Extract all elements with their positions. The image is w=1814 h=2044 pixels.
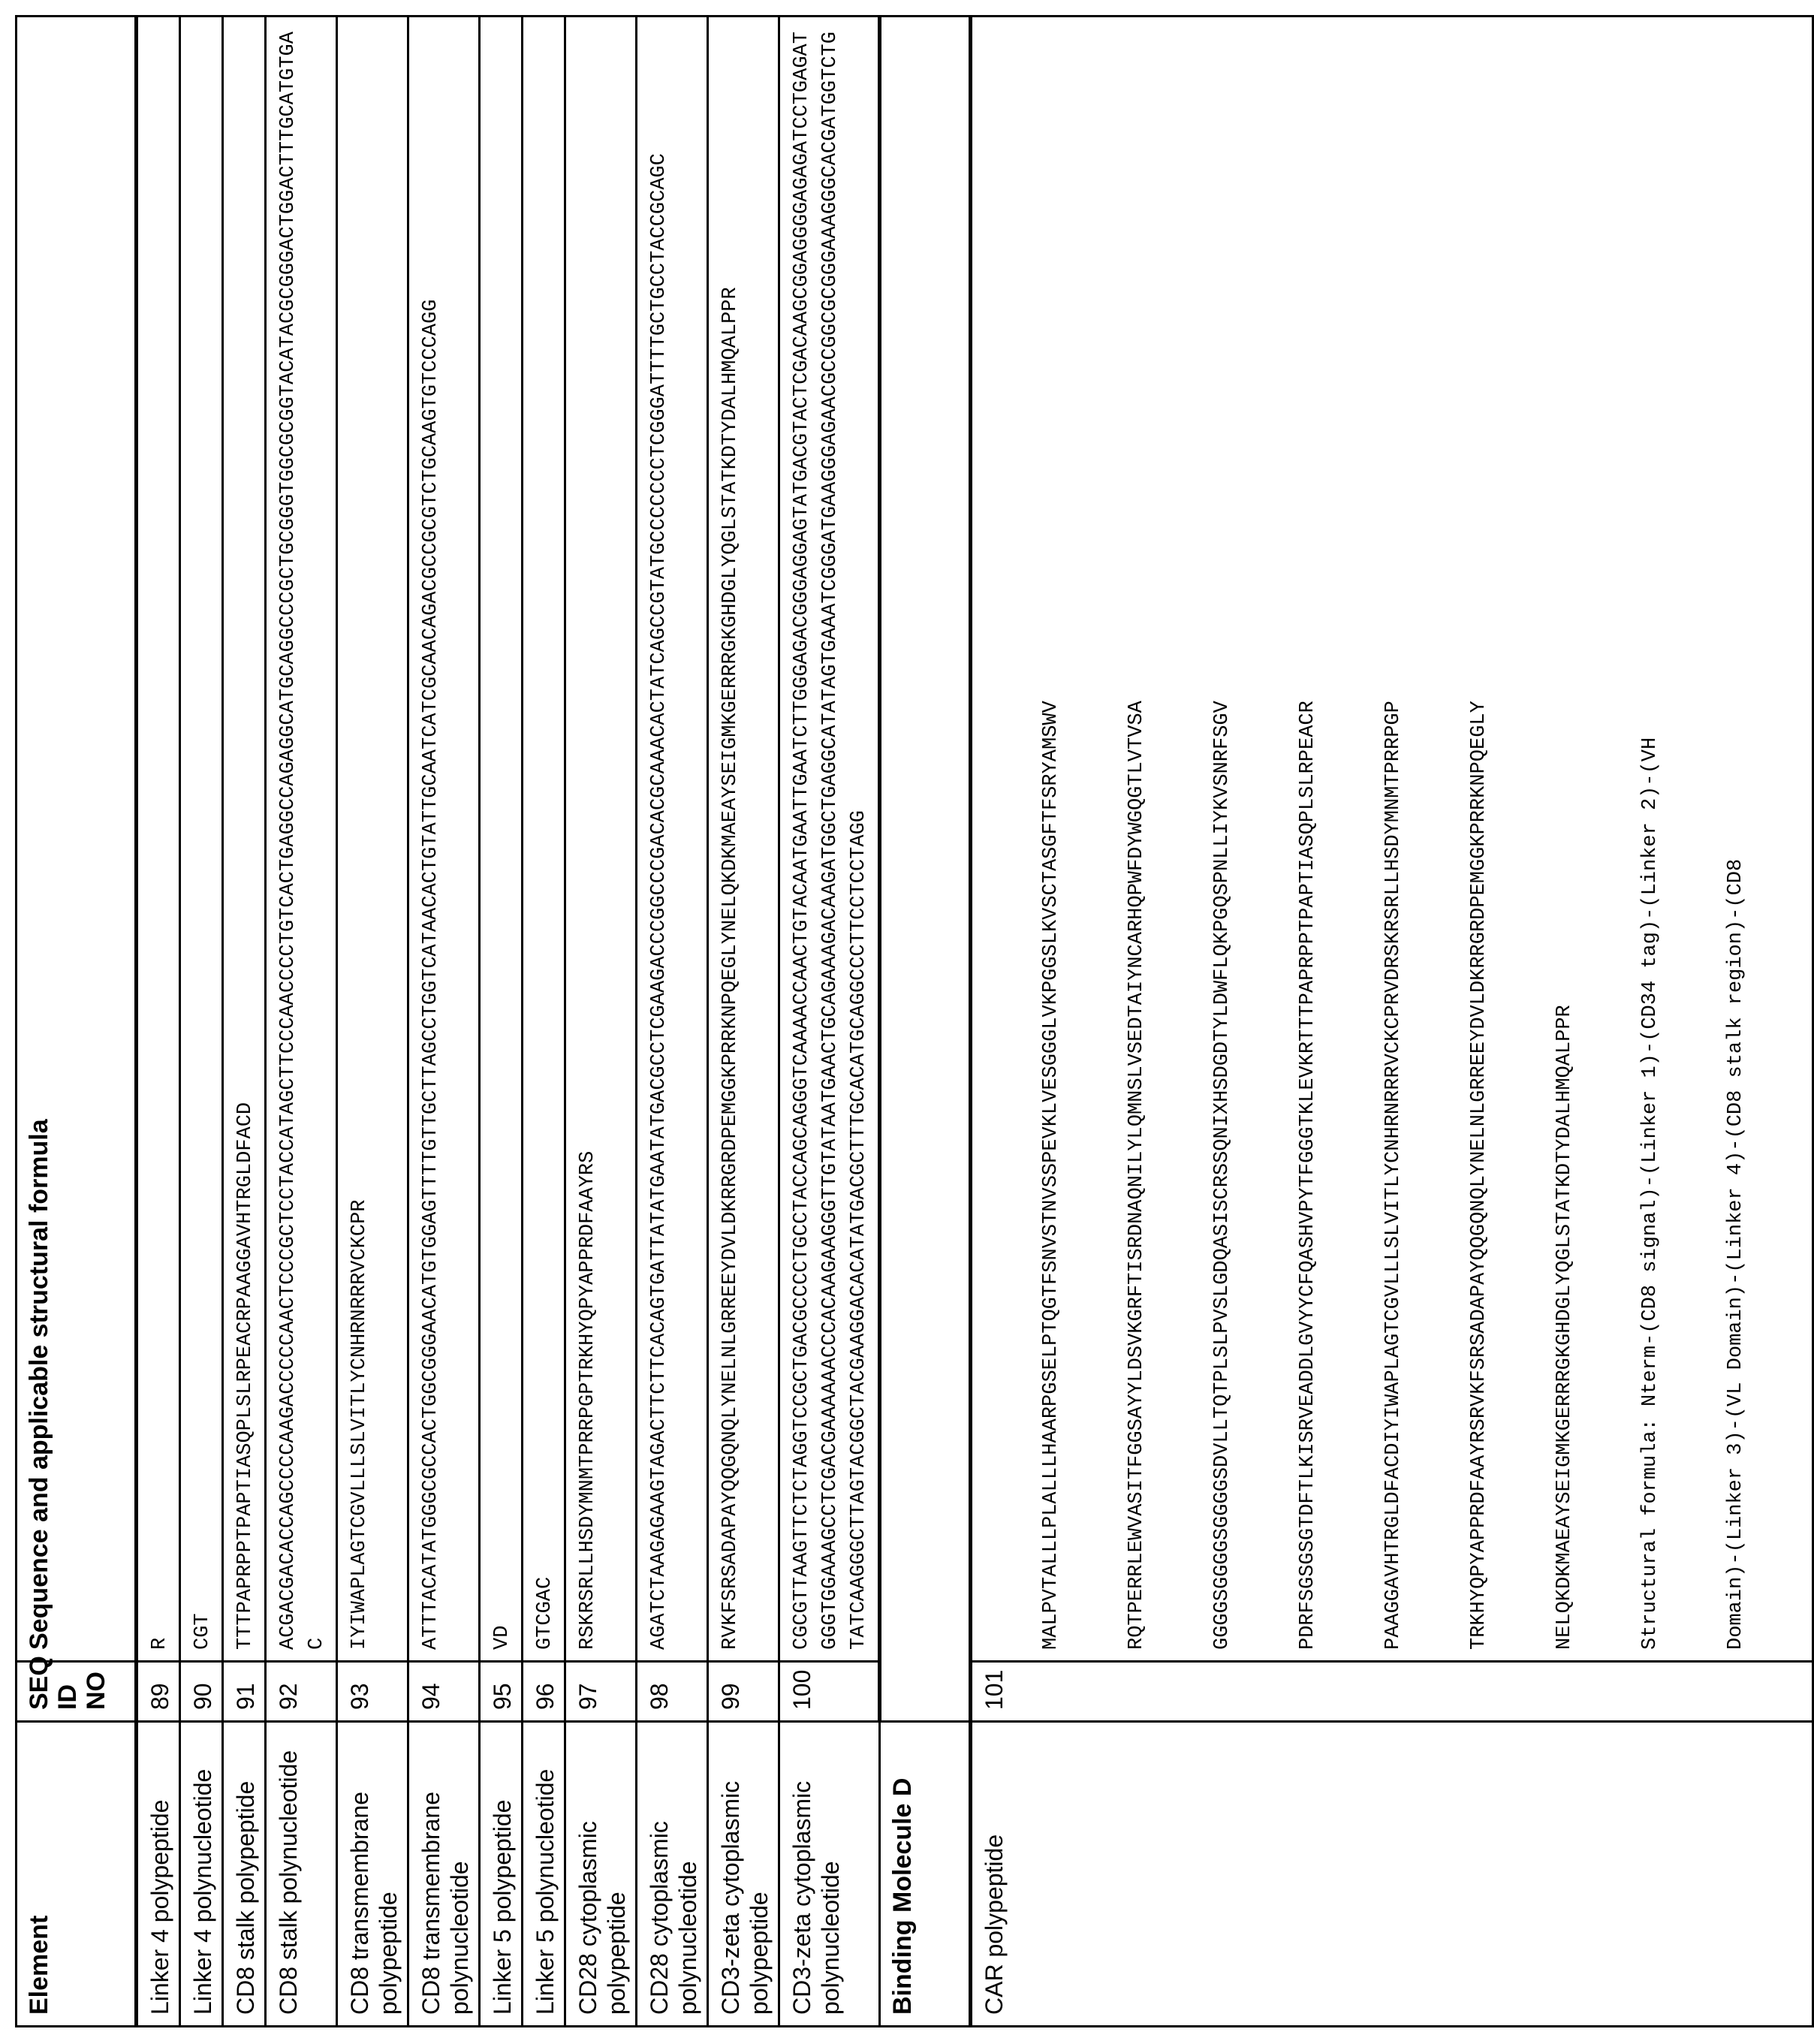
- sequence-cell: ATTTACATATGGGCGCCACTGGCGGGAACATGTGGAGTTTTGTTGCTTAGCCTGGTCATAACACTGTATTGCAATCATCGCAACAGACGCCGCGTCTGCAAGTGTCCCAGG: [408, 17, 480, 1662]
- sequence-line: GGGGSGGGGSGGGGSDVLLTQTPLSLPVSLGDQASISCRSSQNIXHSDGDTYLDWFLQKPGQSPNLLIYKVSNRFSGV: [1211, 701, 1234, 1650]
- structural-formula-line: Structural formula: Nterm-(CD8 signal)-(Linker 1)-(CD34 tag)-(Linker 2)-(VH: [1639, 737, 1662, 1650]
- table-row: [223, 17, 266, 2027]
- table-row: [180, 17, 223, 2027]
- table-header-row: [17, 17, 137, 2027]
- sequence-cell: ACGACGACACCAGCCCCAAGACCCCCAACTCCCGCTCCTACCATAGCTTCCCAACCCCTGTCACTGAGGCCAGAGGCATGCAGGCCCGCTGCGGGTGGCGCGGTACATACGCGGGACTGGACTTTGCATGTGAC: [266, 17, 337, 1662]
- section-blank: [880, 17, 971, 1722]
- element-cell: Linker 4 polynucleotide: [180, 1722, 223, 2027]
- sequence-line: PAAGGAVHTRGLDFACDIYIWAPLAGTCGVLLLSLVITLYCNHRNRRRVCKCPRVDRSKRSRLLHSDYMNMTPRRPGP: [1382, 701, 1405, 1650]
- table-row: [480, 17, 523, 2027]
- element-cell: CD3-zeta cytoplasmic polypeptide: [708, 1722, 779, 2027]
- element-cell: CD28 cytoplasmic polynucleotide: [637, 1722, 708, 2027]
- table-row: [337, 17, 408, 2027]
- seq-id-cell: 98: [637, 1662, 708, 1722]
- header-sequence: Sequence and applicable structural formula: [17, 17, 137, 1662]
- structural-formula-line: Domain)-(Linker 3)-(VL Domain)-(Linker 4)-(CD8 stalk region)-(CD8: [1725, 858, 1747, 1650]
- element-cell: CAR polypeptide: [971, 1722, 1813, 2027]
- section-row: [880, 17, 971, 2027]
- sequence-cell: [971, 17, 1813, 1662]
- sequence-line: RQTPERRLEWVASITFGGSAYYLDSVKGRFTISRDNAQNILYLQMNSLVSEDTAIYNCARHQPWFDYWGQGTLVTVSA: [1125, 701, 1148, 1650]
- sequence-cell: RSKRSRLLHSDYMNMTPRRPGPTRKHYQPYAPPRDFAAYRS: [565, 17, 637, 1662]
- seq-id-cell: 92: [266, 1662, 337, 1722]
- table-row: [137, 17, 180, 2027]
- element-cell: CD8 transmembrane polypeptide: [337, 1722, 408, 2027]
- element-cell: CD8 stalk polynucleotide: [266, 1722, 337, 2027]
- sequence-cell: CGCGTTAAGTTCTCTAGGTCCGCTGACGCCCCTGCCTACCAGCAGGGTCAAAACCAACTGTACAATGAATTGAATCTTGGGAGACGGGAGGAGTATGACGTACTCGACAAGCGGAGGGGAGAGATCCTGAGATGGGTGGAAAGCCTCGACGAAAAAACCCACAAGAAGGGTTGTATAATGAACTGCAGAAAGACAAGATGGCTGAGGCATATAGTGAAATCGGGATGAAGGGAGAACGCCGGCGCGGGAAAGGGCACGATGGTCTGTATCAAGGGCTTAGTACGGCTACGAAGGACACATATGACGCTTTGCACATGCAGGCCCTTCCTCCTAGG: [779, 17, 880, 1662]
- sequence-cell: VD: [480, 17, 523, 1662]
- element-cell: CD8 stalk polypeptide: [223, 1722, 266, 2027]
- seq-id-cell: 94: [408, 1662, 480, 1722]
- seq-id-cell: 96: [523, 1662, 565, 1722]
- seq-id-cell: 99: [708, 1662, 779, 1722]
- table-row: [708, 17, 779, 2027]
- sequence-cell: TTTPAPRPPTPAPTIASQPLSLRPEACRPAAGGAVHTRGLDFACD: [223, 17, 266, 1662]
- sequence-cell: CGT: [180, 17, 223, 1662]
- sequence-cell: R: [137, 17, 180, 1662]
- seq-id-cell: 101: [971, 1662, 1813, 1722]
- sequence-cell: RVKFSRSADAPAYQQGQNQLYNELNLGRREEYDVLDKRRGRDPEMGGKPRRKNPQEGLYNELQKDKMAEAYSEIGMKGERRRGKGHDGLYQGLSTATKDTYDALHMQALPPR: [708, 17, 779, 1662]
- sequence-line: MALPVTALLLPLALLLHAARPGSELPTQGTFSNVSTNVSSPEVKLVESGGGLVKPGGSLKVSCTASGFTFSRYAMSWV: [1040, 701, 1062, 1650]
- seq-id-cell: 90: [180, 1662, 223, 1722]
- element-cell: CD28 cytoplasmic polypeptide: [565, 1722, 637, 2027]
- sequence-line: NELQKDKMAEAYSEIGMKGERRRGKGHDGLYQGLSTATKDTYDALHMQALPPR: [1553, 1005, 1576, 1650]
- table-row: [523, 17, 565, 2027]
- header-element: Element: [17, 1722, 137, 2027]
- table-row: [565, 17, 637, 2027]
- element-cell: CD8 transmembrane polynucleotide: [408, 1722, 480, 2027]
- element-cell: CD3-zeta cytoplasmic polynucleotide: [779, 1722, 880, 2027]
- sequence-cell: GTCGAC: [523, 17, 565, 1662]
- sequence-table: [15, 15, 1814, 2027]
- table-row: [637, 17, 708, 2027]
- table-row: [779, 17, 880, 2027]
- sequence-cell: IYIWAPLAGTCGVLLLSLVITLYCNHRNRRRVCKCPR: [337, 17, 408, 1662]
- seq-id-cell: 93: [337, 1662, 408, 1722]
- seq-id-cell: 100: [779, 1662, 880, 1722]
- seq-id-cell: 97: [565, 1662, 637, 1722]
- sequence-line: PDRFSGSGSGTDFTLKISRVEADDLGVYYCFQASHVPYTFGGGTKLEVKRTTTPAPRPPTPAPTIASQPLSLRPEACR: [1297, 701, 1319, 1650]
- seq-id-cell: 91: [223, 1662, 266, 1722]
- element-cell: Linker 5 polynucleotide: [523, 1722, 565, 2027]
- seq-id-cell: 89: [137, 1662, 180, 1722]
- table-row: [971, 17, 1813, 2027]
- header-seq-id: SEQ ID NO: [17, 1662, 137, 1722]
- element-cell: Linker 5 polypeptide: [480, 1722, 523, 2027]
- sequence-cell: AGATCTAAGAGAAGTAGACTTCTTCACAGTGATTATATGAATATGACGCCTCGAAGACCCGGCCCGACACGCAAACACTATCAGCCGTATGCCCCCCCTCGGGATTTTGCTGCCTACCGCAGC: [637, 17, 708, 1662]
- section-title: Binding Molecule D: [880, 1722, 971, 2027]
- sequence-line: TRKHYQPYAPPRDFAAYRSRVKFSRSADAPAYQQGQNQLYNELNLGRREEYDVLDKRRGRDPEMGGKPRRKNPQEGLY: [1468, 701, 1490, 1650]
- table-row: [266, 17, 337, 2027]
- seq-id-cell: 95: [480, 1662, 523, 1722]
- table-row: [408, 17, 480, 2027]
- element-cell: Linker 4 polypeptide: [137, 1722, 180, 2027]
